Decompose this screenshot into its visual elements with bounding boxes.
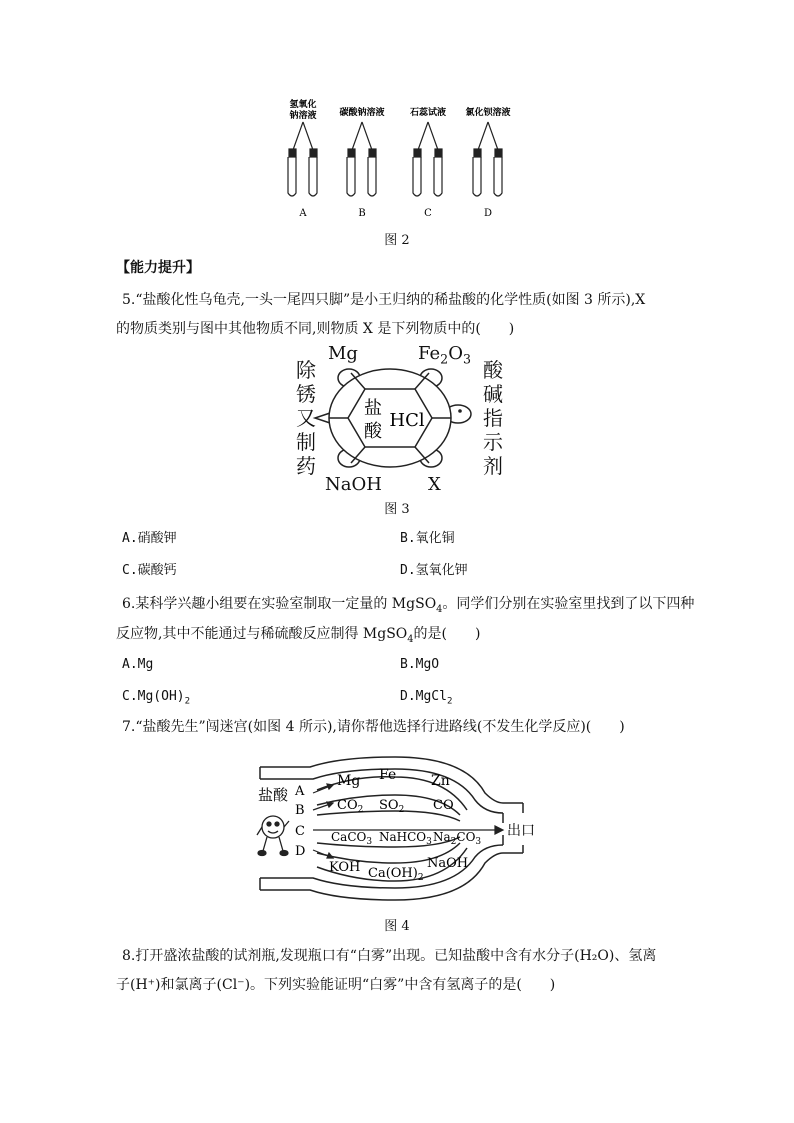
q5-line2: 的物质类别与图中其他物质不同,则物质 X 是下列物质中的( )	[116, 321, 515, 337]
q6-line2	[116, 624, 480, 644]
turtle-top-right-label	[418, 343, 471, 365]
fe-subscript: 2	[440, 351, 449, 367]
q7-line1: 7.“盐酸先生”闯迷宫(如图 4 所示),请你帮他选择行进路线(不发生化学反应)( )	[122, 719, 625, 735]
left-char-5: 药	[296, 454, 316, 478]
turtle-left-label	[294, 358, 318, 478]
q6-option-c[interactable]	[122, 688, 190, 706]
row-c-item-3: $Na_2CO_3$	[433, 830, 482, 847]
row-d-item-3: NaOH	[427, 856, 469, 871]
reagent-label-d: 氯化钡溶液	[465, 108, 511, 118]
row-d-item-2: $Ca(OH)_2$	[368, 866, 424, 883]
row-a-item-1: Mg	[337, 773, 361, 789]
q8-line2: 子(H⁺)和氯离子(Cl⁻)。下列实验能证明“白雾”中含有氢离子的是( )	[116, 977, 556, 993]
tube-pair-a	[288, 122, 317, 196]
right-char-5: 剂	[483, 454, 503, 478]
figure-2-test-tubes	[270, 95, 530, 220]
q6-line2-subscript: 4	[407, 633, 414, 645]
o-symbol: O	[448, 343, 463, 364]
figure-2-caption: 图 2	[384, 233, 410, 248]
left-char-4: 制	[296, 430, 316, 454]
maze-letter-b: B	[295, 803, 305, 818]
left-char-3: 又	[296, 406, 316, 430]
o-subscript: 3	[462, 351, 471, 367]
reagent-label-a-line1: 氢氧化	[289, 100, 317, 110]
tube-pair-b	[347, 122, 376, 196]
reagent-label-c: 石蕊试液	[409, 108, 447, 118]
right-char-3: 指	[483, 406, 503, 430]
tube-letter-c: C	[424, 208, 432, 219]
row-b-item-3: CO	[433, 798, 454, 813]
right-char-2: 碱	[483, 382, 503, 406]
left-char-2: 锈	[296, 382, 316, 406]
row-d-item-1: KOH	[329, 860, 361, 875]
row-c-item-1: CaCO$_3$	[331, 830, 373, 847]
row-a-item-3: Zn	[431, 773, 450, 789]
turtle-bottom-right-label: X	[428, 474, 441, 495]
q5-option-c[interactable]: C.碳酸钙	[122, 563, 177, 578]
center-formula: HCl	[389, 410, 425, 431]
q6-option-c-main: C.Mg(OH)	[122, 689, 185, 704]
tube-pair-d	[473, 122, 502, 196]
row-b-item-2: $SO_2$	[379, 798, 405, 815]
q6-option-a[interactable]: A.Mg	[122, 657, 154, 672]
row-b-item-1: $CO_2$	[337, 798, 364, 815]
tube-letter-b: B	[358, 208, 366, 219]
q6-line1-part2: 。同学们分别在实验室里找到了以下四种	[442, 596, 695, 612]
q6-line1-subscript: 4	[436, 603, 443, 615]
figure-4-caption: 图 4	[384, 919, 410, 934]
q5-option-b[interactable]: B.氧化铜	[400, 531, 455, 546]
q5-option-a[interactable]: A.硝酸钾	[122, 531, 177, 546]
center-cn-2: 酸	[364, 421, 382, 442]
reagent-label-b: 碳酸钠溶液	[339, 108, 385, 118]
turtle-right-label	[481, 358, 505, 478]
q6-option-d-main: D.MgCl	[400, 689, 447, 704]
q5-option-d[interactable]: D.氢氧化钾	[400, 563, 468, 578]
maze-letter-d: D	[295, 844, 306, 859]
right-char-1: 酸	[483, 358, 503, 382]
left-char-1: 除	[296, 358, 316, 382]
right-char-4: 示	[483, 430, 503, 454]
q6-line1	[122, 594, 694, 614]
reagent-label-a-line2: 钠溶液	[289, 111, 317, 121]
maze-letter-a: A	[295, 784, 305, 799]
q6-option-d-sub: 2	[446, 696, 453, 707]
center-cn-1: 盐	[364, 398, 382, 419]
q6-option-d[interactable]	[400, 688, 452, 706]
maze-start-label: 盐酸	[258, 786, 289, 804]
section-title: 【能力提升】	[116, 260, 200, 276]
turtle-bottom-left-label: NaOH	[325, 474, 382, 495]
q6-line2-part2: 的是( )	[413, 626, 481, 642]
tube-letter-d: D	[483, 208, 493, 219]
q6-line2-part1: 反应物,其中不能通过与稀硫酸反应制得 MgSO	[116, 626, 408, 642]
maze-letter-c: C	[295, 824, 305, 839]
q6-option-b[interactable]: B.MgO	[400, 657, 440, 672]
maze-exit-label: 出口	[507, 823, 535, 839]
q6-line1-part1: 6.某科学兴趣小组要在实验室制取一定量的 MgSO	[122, 596, 437, 612]
q8-line1: 8.打开盛浓盐酸的试剂瓶,发现瓶口有“白雾”出现。已知盐酸中含有水分子(H₂O)、氢离	[122, 948, 657, 964]
tube-letter-a: A	[299, 208, 307, 219]
turtle-top-left-label: Mg	[328, 343, 358, 364]
row-c-item-2: NaHCO$_3$	[379, 830, 432, 847]
acid-character-icon	[257, 816, 289, 856]
figure-3-caption: 图 3	[384, 502, 410, 517]
tube-pair-c	[413, 122, 442, 196]
q5-line1: 5.“盐酸化性乌龟壳,一头一尾四只脚”是小王归纳的稀盐酸的化学性质(如图 3 所示),X	[122, 292, 646, 308]
fe-symbol: Fe	[418, 343, 441, 364]
row-a-item-2: Fe	[379, 767, 397, 783]
figure-4-maze	[255, 755, 555, 905]
q6-option-c-sub: 2	[184, 696, 191, 707]
